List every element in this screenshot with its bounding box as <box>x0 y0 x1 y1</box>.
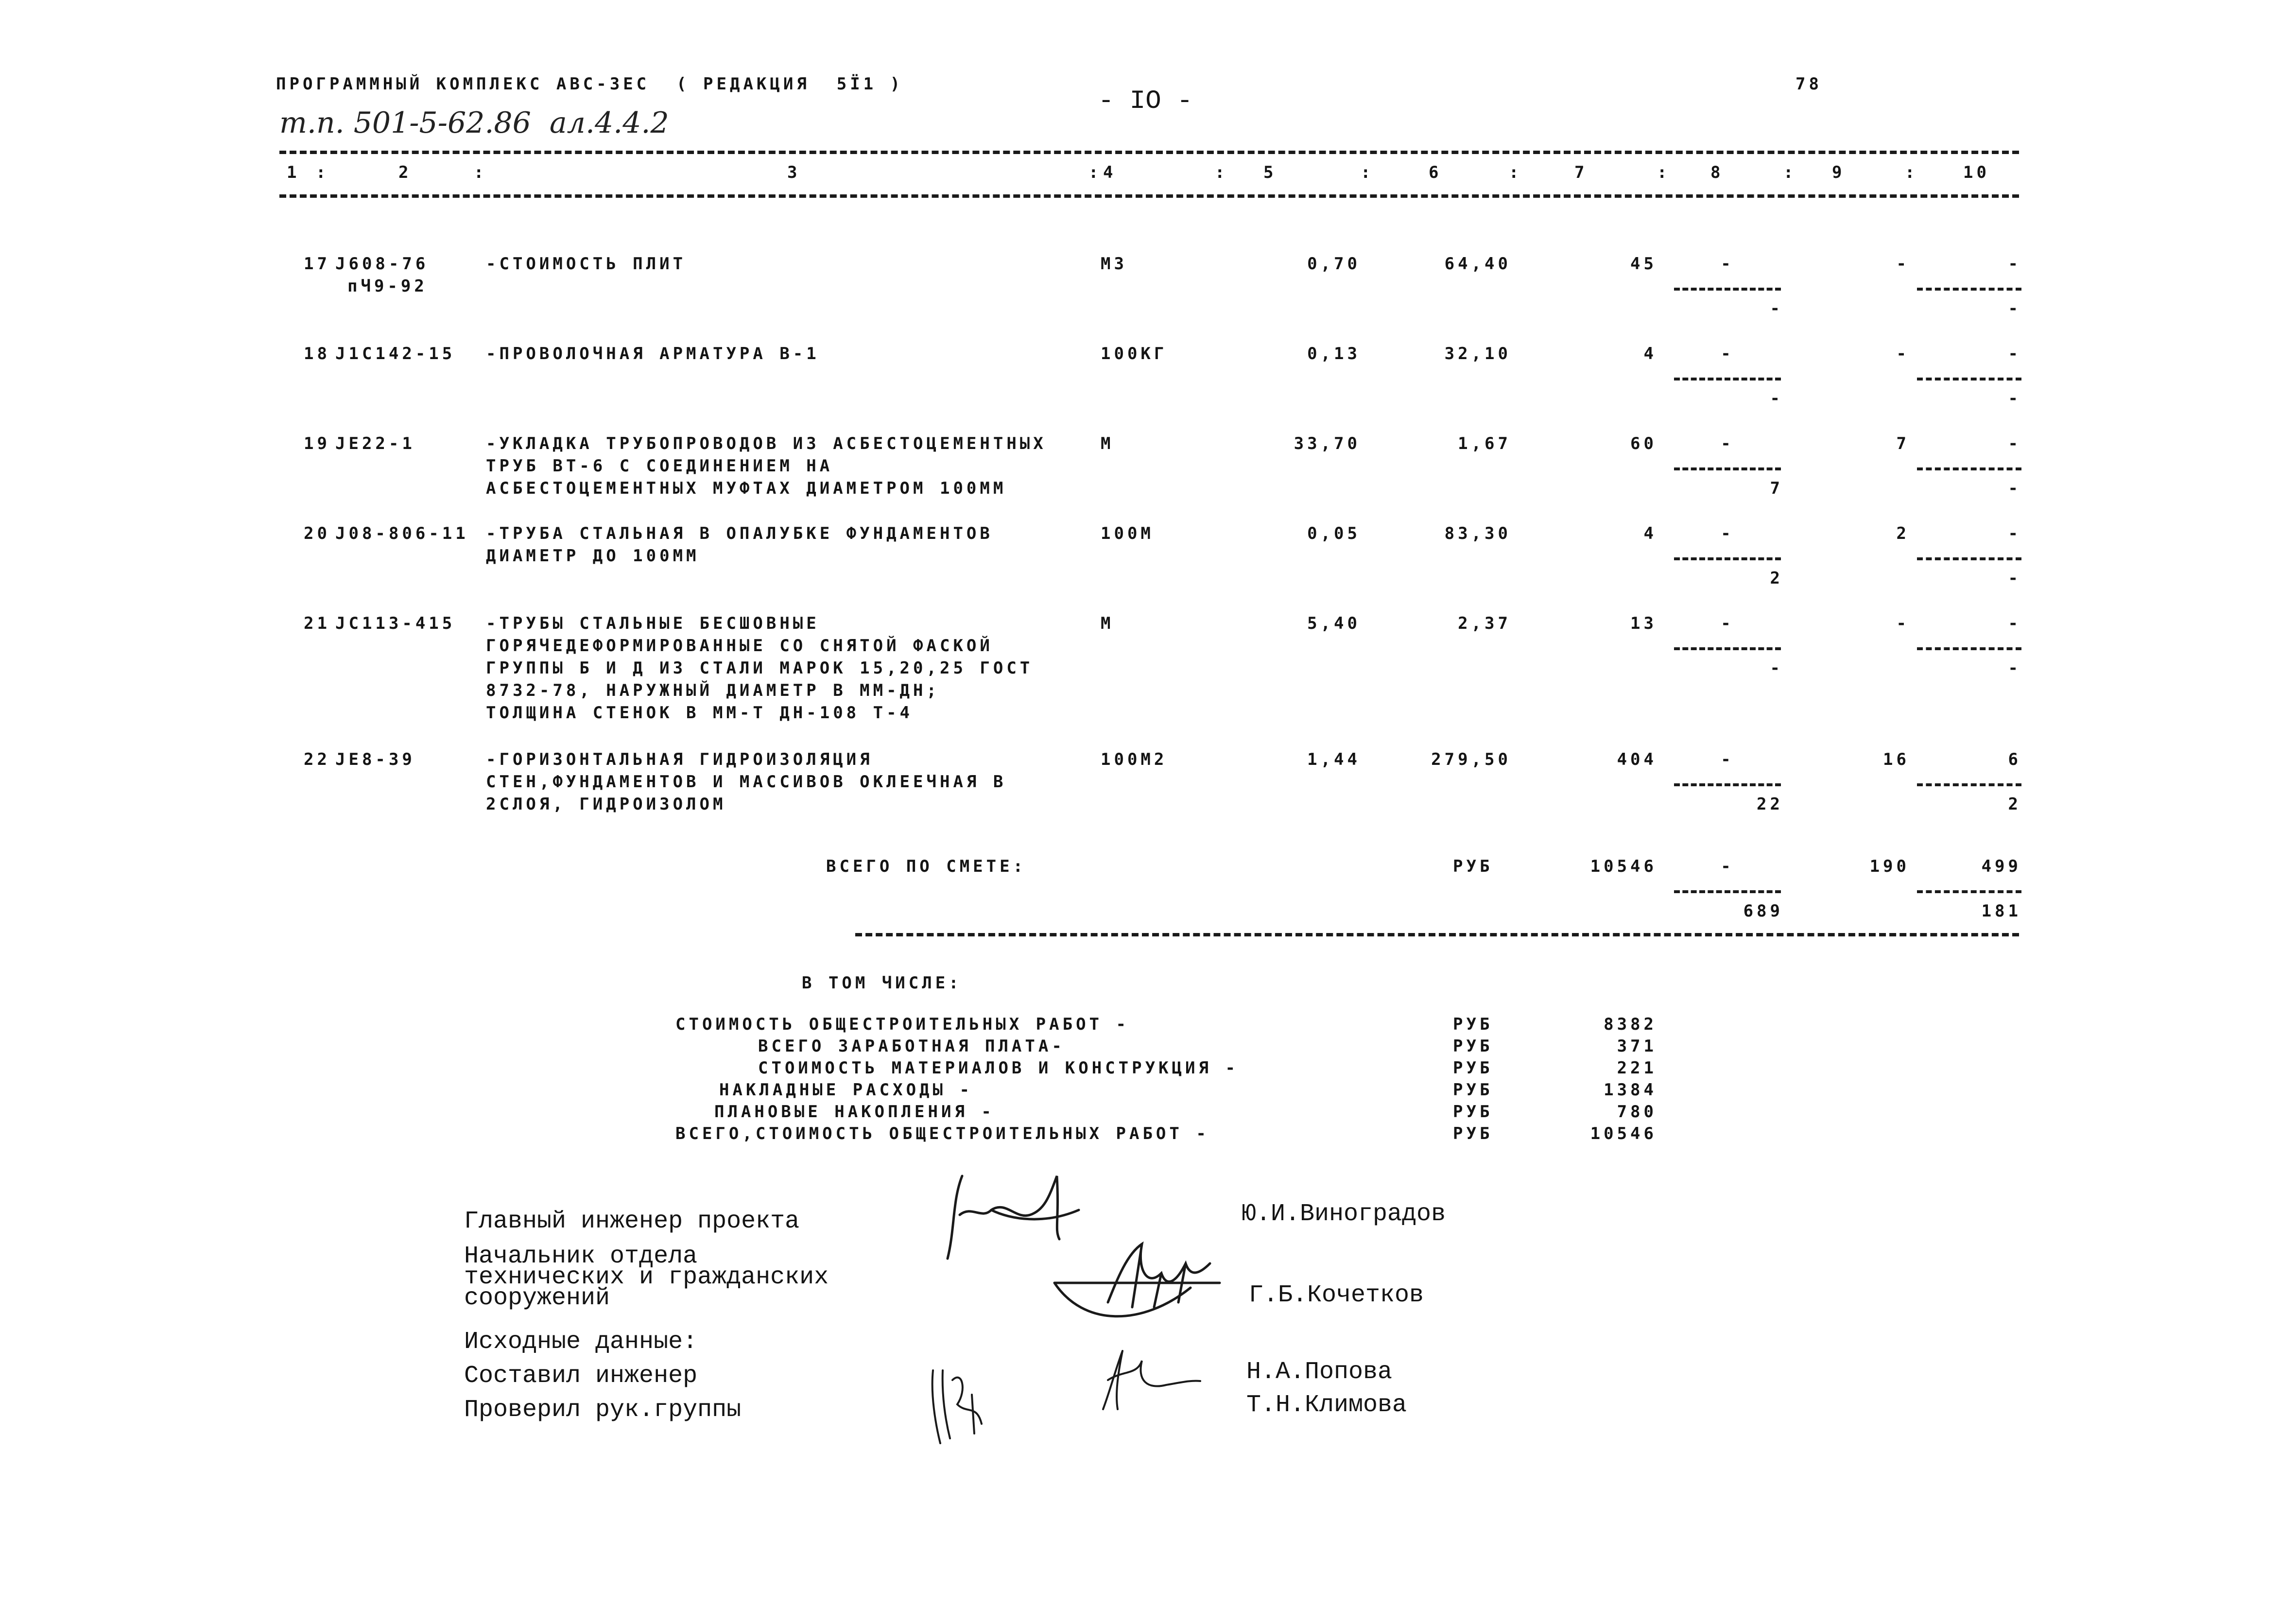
column-separator: : <box>1088 163 1102 182</box>
row-quantity: 0,13 <box>1307 344 1361 363</box>
row-description-line: -ТРУБА СТАЛЬНАЯ В ОПАЛУБКЕ ФУНДАМЕНТОВ <box>486 524 993 543</box>
row-col9: - <box>1896 254 1910 274</box>
row-description-line: ГРУППЫ Б И Д ИЗ СТАЛИ МАРОК 15,20,25 ГОСТ <box>486 658 1034 678</box>
row-description-line: 2СЛОЯ, ГИДРОИЗОЛОМ <box>486 795 726 814</box>
row-description-line: -УКЛАДКА ТРУБОПРОВОДОВ ИЗ АСБЕСТОЦЕМЕНТНЫХ <box>486 434 1047 453</box>
row-unit: 100М <box>1101 524 1154 543</box>
page-number: - IO - <box>1098 86 1193 116</box>
row-total: 13 <box>1630 614 1657 633</box>
row-col8-top: - <box>1721 614 1734 633</box>
breakdown-label: ВСЕГО,СТОИМОСТЬ ОБЩЕСТРОИТЕЛЬНЫХ РАБОТ - <box>675 1124 1209 1143</box>
row-description-line: -ТРУБЫ СТАЛЬНЫЕ БЕСШОВНЫЕ <box>486 614 820 633</box>
row-total: 45 <box>1630 254 1657 274</box>
handwritten-reference: т.п. 501-5-62.86 ал.4.4.2 <box>279 106 669 140</box>
signature-compiled <box>923 1351 996 1448</box>
totals-col10-divider <box>1917 890 2021 893</box>
row-col10-top: - <box>2008 344 2021 363</box>
row-col10-bottom: - <box>2008 389 2021 408</box>
dept-head-name: Г.Б.Кочетков <box>1249 1281 1424 1309</box>
breakdown-label: НАКЛАДНЫЕ РАСХОДЫ - <box>719 1080 973 1100</box>
compiled-label: Составил инженер <box>464 1362 698 1390</box>
row-col10-top: - <box>2008 254 2021 274</box>
row-col10-top: - <box>2008 434 2021 453</box>
row-total: 4 <box>1643 524 1657 543</box>
dept-head-label-2: технических и гражданских <box>464 1263 829 1291</box>
row-code: Ј608-76 <box>335 254 429 274</box>
row-col8-top: - <box>1721 254 1734 274</box>
row-col8-top: - <box>1721 344 1734 363</box>
row-description-line: ДИАМЕТР ДО 100ММ <box>486 546 700 566</box>
row-description-line: ГОРЯЧЕДЕФОРМИРОВАННЫЕ СО СНЯТОЙ ФАСКОЙ <box>486 636 993 656</box>
breakdown-value: 1384 <box>1604 1080 1657 1100</box>
row-col8-divider <box>1674 288 1781 291</box>
row-number: 17 <box>304 254 330 274</box>
row-description-line: АСБЕСТОЦЕМЕНТНЫХ МУФТАХ ДИАМЕТРОМ 100ММ <box>486 479 1007 498</box>
row-col8-bottom: 22 <box>1757 795 1783 814</box>
source-data-label: Исходные данные: <box>464 1328 698 1356</box>
breakdown-value: 8382 <box>1604 1015 1657 1034</box>
row-col9: 16 <box>1883 750 1910 769</box>
header-top-rule <box>279 151 2019 154</box>
row-code: Ј08-806-11 <box>335 524 469 543</box>
breakdown-value: 10546 <box>1590 1124 1657 1143</box>
row-col9: - <box>1896 344 1910 363</box>
totals-unit: РУБ <box>1453 857 1493 876</box>
totals-col10-bottom: 181 <box>1981 901 2021 921</box>
row-col8-divider <box>1674 647 1781 650</box>
row-code: ЈС113-415 <box>335 614 456 633</box>
checked-label: Проверил рук.группы <box>464 1396 742 1424</box>
row-col8-bottom: 2 <box>1770 569 1783 588</box>
totals-col8-top: - <box>1721 857 1734 876</box>
row-description-line: ТРУБ ВТ-6 С СОЕДИНЕНИЕМ НА <box>486 456 833 476</box>
row-col8-divider <box>1674 378 1781 380</box>
column-separator: : <box>1905 163 1918 182</box>
column-header-7: 7 <box>1574 163 1588 182</box>
row-unit-price: 83,30 <box>1444 524 1511 543</box>
column-header-2: 2 <box>398 163 412 182</box>
row-quantity: 0,70 <box>1307 254 1361 274</box>
breakdown-label: СТОИМОСТЬ МАТЕРИАЛОВ И КОНСТРУКЦИЯ - <box>758 1058 1239 1078</box>
row-quantity: 0,05 <box>1307 524 1361 543</box>
row-col8-top: - <box>1721 750 1734 769</box>
row-col10-divider <box>1917 288 2021 291</box>
column-header-1: 1 <box>287 163 300 182</box>
row-unit: М3 <box>1101 254 1127 274</box>
breakdown-label: ПЛАНОВЫЕ НАКОПЛЕНИЯ - <box>714 1102 995 1122</box>
column-separator: : <box>1509 163 1522 182</box>
row-code: Ј1С142-15 <box>335 344 456 363</box>
column-separator: : <box>1657 163 1671 182</box>
row-col10-top: - <box>2008 614 2021 633</box>
row-col10-divider <box>1917 647 2021 650</box>
signature-dept-head <box>1045 1234 1249 1331</box>
chief-engineer-label: Главный инженер проекта <box>464 1208 800 1235</box>
row-description-line: -СТОИМОСТЬ ПЛИТ <box>486 254 687 274</box>
program-header: ПРОГРАММНЫЙ КОМПЛЕКС АВС-3ЕС ( РЕДАКЦИЯ 5Ї1 ) <box>276 74 904 94</box>
chief-engineer-name: Ю.И.Виноградов <box>1242 1200 1446 1228</box>
row-col9: - <box>1896 614 1910 633</box>
column-separator: : <box>474 163 487 182</box>
row-col10-top: 6 <box>2008 750 2021 769</box>
header-bottom-rule <box>279 194 2019 198</box>
row-col8-divider <box>1674 467 1781 470</box>
row-col10-divider <box>1917 783 2021 786</box>
breakdown-value: 780 <box>1617 1102 1657 1122</box>
row-description-line: ТОЛЩИНА СТЕНОК В ММ-Т ДН-108 Т-4 <box>486 703 914 723</box>
totals-col10-top: 499 <box>1981 857 2021 876</box>
row-number: 21 <box>304 614 330 633</box>
breakdown-unit: РУБ <box>1453 1102 1493 1122</box>
column-separator: : <box>316 163 329 182</box>
checked-name: Т.Н.Климова <box>1246 1391 1407 1419</box>
row-quantity: 33,70 <box>1294 434 1361 453</box>
row-quantity: 5,40 <box>1307 614 1361 633</box>
row-unit: М <box>1101 614 1114 633</box>
row-code: ЈЕ22-1 <box>335 434 415 453</box>
row-unit-price: 2,37 <box>1458 614 1511 633</box>
row-col8-bottom: - <box>1770 299 1783 318</box>
signature-checked <box>1088 1341 1205 1419</box>
row-description-line: -ГОРИЗОНТАЛЬНАЯ ГИДРОИЗОЛЯЦИЯ <box>486 750 873 769</box>
breakdown-label: СТОИМОСТЬ ОБЩЕСТРОИТЕЛЬНЫХ РАБОТ - <box>675 1015 1129 1034</box>
column-header-10: 10 <box>1963 163 1990 182</box>
totals-rule <box>855 933 2019 936</box>
row-total: 60 <box>1630 434 1657 453</box>
breakdown-unit: РУБ <box>1453 1058 1493 1078</box>
row-col8-bottom: 7 <box>1770 479 1783 498</box>
row-unit: М <box>1101 434 1114 453</box>
row-number: 19 <box>304 434 330 453</box>
dept-head-label-3: сооружений <box>464 1284 610 1312</box>
breakdown-heading: В ТОМ ЧИСЛЕ: <box>802 973 962 993</box>
column-separator: : <box>1361 163 1374 182</box>
sheet-number: 78 <box>1795 74 1822 94</box>
row-col10-top: - <box>2008 524 2021 543</box>
breakdown-value: 221 <box>1617 1058 1657 1078</box>
column-header-8: 8 <box>1710 163 1724 182</box>
row-number: 18 <box>304 344 330 363</box>
breakdown-unit: РУБ <box>1453 1124 1493 1143</box>
row-col8-top: - <box>1721 524 1734 543</box>
row-col9: 2 <box>1896 524 1910 543</box>
row-col10-divider <box>1917 467 2021 470</box>
row-unit-price: 1,67 <box>1458 434 1511 453</box>
totals-col8-bottom: 689 <box>1743 901 1783 921</box>
row-number: 20 <box>304 524 330 543</box>
row-col8-divider <box>1674 557 1781 560</box>
row-unit-price: 32,10 <box>1444 344 1511 363</box>
totals-label: ВСЕГО ПО СМЕТЕ: <box>826 857 1027 876</box>
row-col10-bottom: - <box>2008 658 2021 678</box>
row-description-line: -ПРОВОЛОЧНАЯ АРМАТУРА В-1 <box>486 344 820 363</box>
row-description-line: 8732-78, НАРУЖНЫЙ ДИАМЕТР В ММ-ДН; <box>486 681 940 700</box>
row-unit-price: 279,50 <box>1431 750 1511 769</box>
column-header-3: 3 <box>787 163 801 182</box>
row-unit-price: 64,40 <box>1444 254 1511 274</box>
row-col8-divider <box>1674 783 1781 786</box>
breakdown-unit: РУБ <box>1453 1037 1493 1056</box>
row-col10-divider <box>1917 378 2021 380</box>
breakdown-unit: РУБ <box>1453 1080 1493 1100</box>
row-col10-divider <box>1917 557 2021 560</box>
column-separator: : <box>1215 163 1228 182</box>
totals-col9: 190 <box>1869 857 1910 876</box>
row-number: 22 <box>304 750 330 769</box>
breakdown-label: ВСЕГО ЗАРАБОТНАЯ ПЛАТА- <box>758 1037 1065 1056</box>
row-description-line: СТЕН,ФУНДАМЕНТОВ И МАССИВОВ ОКЛЕЕЧНАЯ В <box>486 772 1007 792</box>
row-quantity: 1,44 <box>1307 750 1361 769</box>
row-total: 404 <box>1617 750 1657 769</box>
row-total: 4 <box>1643 344 1657 363</box>
column-header-9: 9 <box>1832 163 1846 182</box>
row-col10-bottom: 2 <box>2008 795 2021 814</box>
row-col8-bottom: - <box>1770 658 1783 678</box>
totals-total: 10546 <box>1590 857 1657 876</box>
row-code-secondary: пЧ9-92 <box>347 276 428 296</box>
row-unit: 100М2 <box>1101 750 1168 769</box>
row-col8-top: - <box>1721 434 1734 453</box>
row-col10-bottom: - <box>2008 569 2021 588</box>
compiled-name: Н.А.Попова <box>1246 1358 1393 1386</box>
column-header-5: 5 <box>1263 163 1277 182</box>
row-code: ЈЕ8-39 <box>335 750 415 769</box>
totals-col8-divider <box>1674 890 1781 893</box>
column-separator: : <box>1783 163 1797 182</box>
column-header-6: 6 <box>1429 163 1442 182</box>
row-col10-bottom: - <box>2008 299 2021 318</box>
row-col8-bottom: - <box>1770 389 1783 408</box>
row-unit: 100КГ <box>1101 344 1168 363</box>
row-col9: 7 <box>1896 434 1910 453</box>
column-header-4: 4 <box>1103 163 1117 182</box>
dept-head-label-1: Начальник отдела <box>464 1243 698 1270</box>
breakdown-unit: РУБ <box>1453 1015 1493 1034</box>
breakdown-value: 371 <box>1617 1037 1657 1056</box>
row-col10-bottom: - <box>2008 479 2021 498</box>
